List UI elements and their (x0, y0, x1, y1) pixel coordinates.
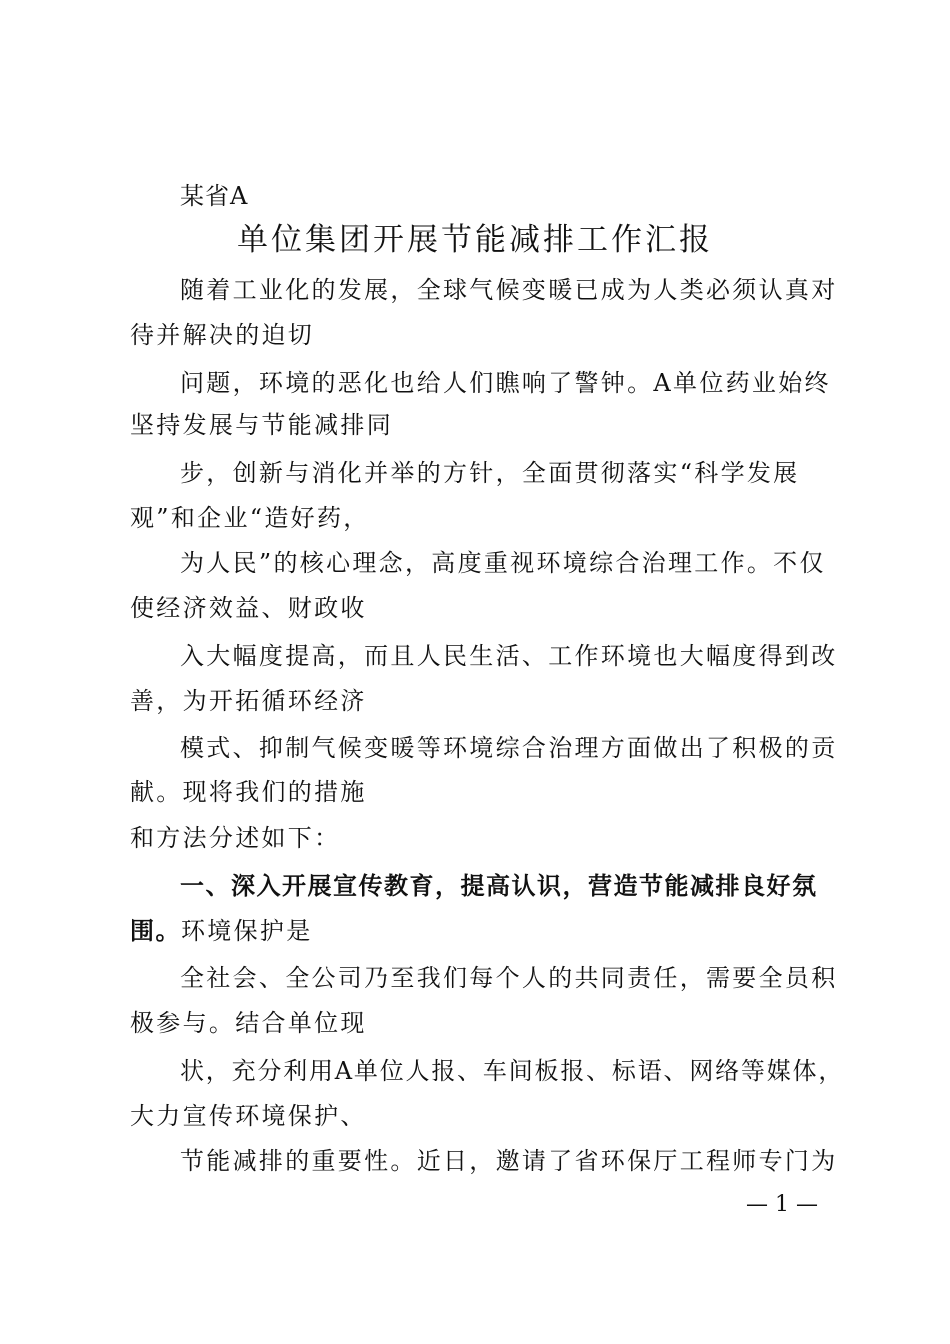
paragraph-line: 步，创新与消化并举的方针，全面贯彻落实“科学发展 (180, 459, 800, 487)
paragraph-line: 全社会、全公司乃至我们每个人的共同责任，需要全员积 (180, 964, 838, 992)
paragraph-line: 问题，环境的恶化也给人们瞧响了警钟。A单位药业始终 (180, 369, 831, 397)
section-text-start: 环境保护是 (181, 917, 313, 945)
organization-line: 某省A (180, 182, 249, 210)
paragraph-line: 极参与。结合单位现 (130, 1009, 367, 1037)
paragraph-line: 观”和企业“造好药， (130, 504, 370, 532)
paragraph-line: 状，充分利用A单位人报、车间板报、标语、网络等媒体， (180, 1057, 845, 1085)
section-heading-continuation (130, 916, 313, 946)
section-heading: 一、深入开展宣传教育，提高认识，营造节能减排良好氛 (180, 872, 818, 900)
paragraph-line: 使经济效益、财政收 (130, 594, 367, 622)
paragraph-line: 善，为开拓循环经济 (130, 687, 367, 715)
paragraph-line: 入大幅度提高，而且人民生活、工作环境也大幅度得到改 (180, 642, 838, 670)
page-number: — 1 — (746, 1192, 818, 1217)
paragraph-line: 大力宣传环境保护、 (130, 1102, 367, 1130)
document-title: 单位集团开展节能减排工作汇报 (237, 222, 713, 258)
paragraph-line: 为人民”的核心理念，高度重视环境综合治理工作。不仅 (180, 549, 826, 577)
paragraph-line: 待并解决的迫切 (130, 321, 315, 349)
paragraph-line: 节能减排的重要性。近日，邀请了省环保厅工程师专门为 (180, 1147, 838, 1175)
paragraph-line: 和方法分述如下： (130, 824, 341, 852)
section-heading-end: 围。 (130, 917, 181, 945)
paragraph-line: 坚持发展与节能减排同 (130, 411, 393, 439)
paragraph-line: 模式、抑制气候变暖等环境综合治理方面做出了积极的贡 (180, 734, 838, 762)
paragraph-line: 献。现将我们的措施 (130, 778, 367, 806)
paragraph-line: 随着工业化的发展，全球气候变暖已成为人类必须认真对 (180, 276, 838, 304)
